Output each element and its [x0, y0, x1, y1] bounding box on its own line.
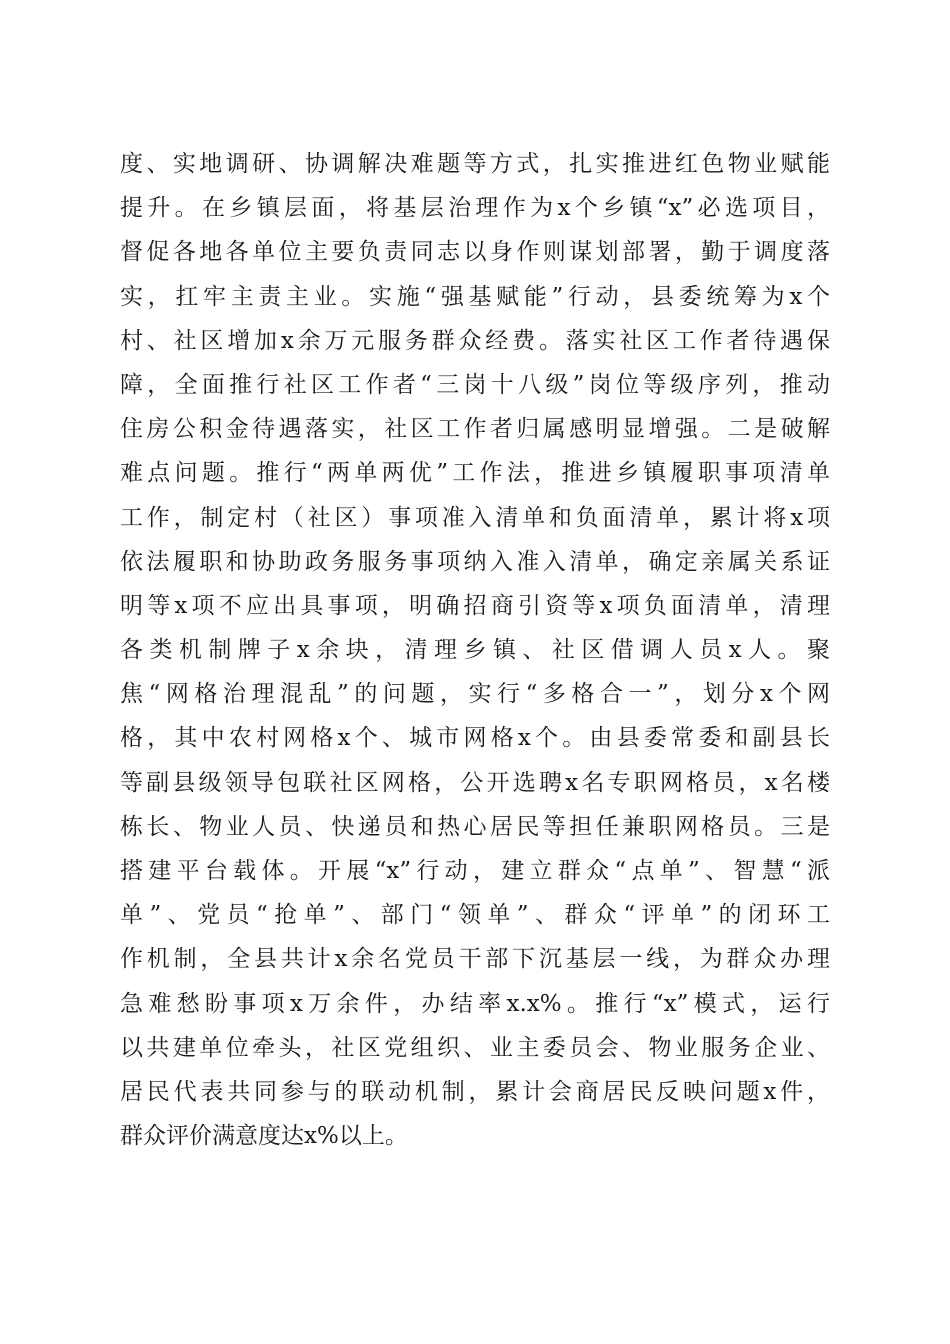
text-line: 实，扛牢主责主业。实施“强基赋能”行动，县委统筹为x个: [120, 283, 830, 310]
text-line: 焦“网格治理混乱”的问题，实行“多格合一”，划分x个网: [120, 681, 830, 708]
text-line: 等副县级领导包联社区网格，公开选聘x名专职网格员，x名楼: [120, 769, 830, 796]
text-line: 搭建平台载体。开展“x”行动，建立群众“点单”、智慧“派: [120, 858, 830, 884]
text-line: 栋长、物业人员、快递员和热心居民等担任兼职网格员。三是: [120, 813, 830, 840]
text-line: 群众评价满意度达x%以上。: [120, 1123, 408, 1150]
text-line: 以共建单位牵头，社区党组织、业主委员会、物业服务企业、: [120, 1034, 830, 1061]
text-line: 工作，制定村（社区）事项准入清单和负面清单，累计将x项: [120, 504, 830, 531]
text-line: 作机制，全县共计x余名党员干部下沉基层一线，为群众办理: [120, 946, 830, 973]
text-line: 村、社区增加x余万元服务群众经费。落实社区工作者待遇保: [120, 327, 830, 354]
text-line: 单”、党员“抢单”、部门“领单”、群众“评单”的闭环工: [120, 902, 830, 929]
text-line: 难点问题。推行“两单两优”工作法，推进乡镇履职事项清单: [120, 460, 830, 487]
text-line: 居民代表共同参与的联动机制，累计会商居民反映问题x件，: [120, 1078, 830, 1105]
text-line: 依法履职和协助政务服务事项纳入准入清单，确定亲属关系证: [120, 548, 830, 575]
text-line: 提升。在乡镇层面，将基层治理作为x个乡镇“x”必选项目，: [120, 195, 830, 222]
text-line: 格，其中农村网格x个、城市网格x个。由县委常委和副县长: [120, 725, 830, 752]
text-line: 住房公积金待遇落实，社区工作者归属感明显增强。二是破解: [120, 416, 830, 443]
text-line: 明等x项不应出具事项，明确招商引资等x项负面清单，清理: [120, 592, 830, 619]
text-line: 障，全面推行社区工作者“三岗十八级”岗位等级序列，推动: [120, 371, 830, 398]
text-line: 急难愁盼事项x万余件，办结率x.x%。推行“x”模式，运行: [120, 990, 830, 1017]
text-line: 督促各地各单位主要负责同志以身作则谋划部署，勤于调度落: [120, 239, 830, 266]
body-paragraph: [120, 142, 830, 1158]
text-line: 各类机制牌子x余块，清理乡镇、社区借调人员x人。聚: [120, 637, 830, 664]
text-line: 度、实地调研、协调解决难题等方式，扎实推进红色物业赋能: [120, 151, 830, 177]
